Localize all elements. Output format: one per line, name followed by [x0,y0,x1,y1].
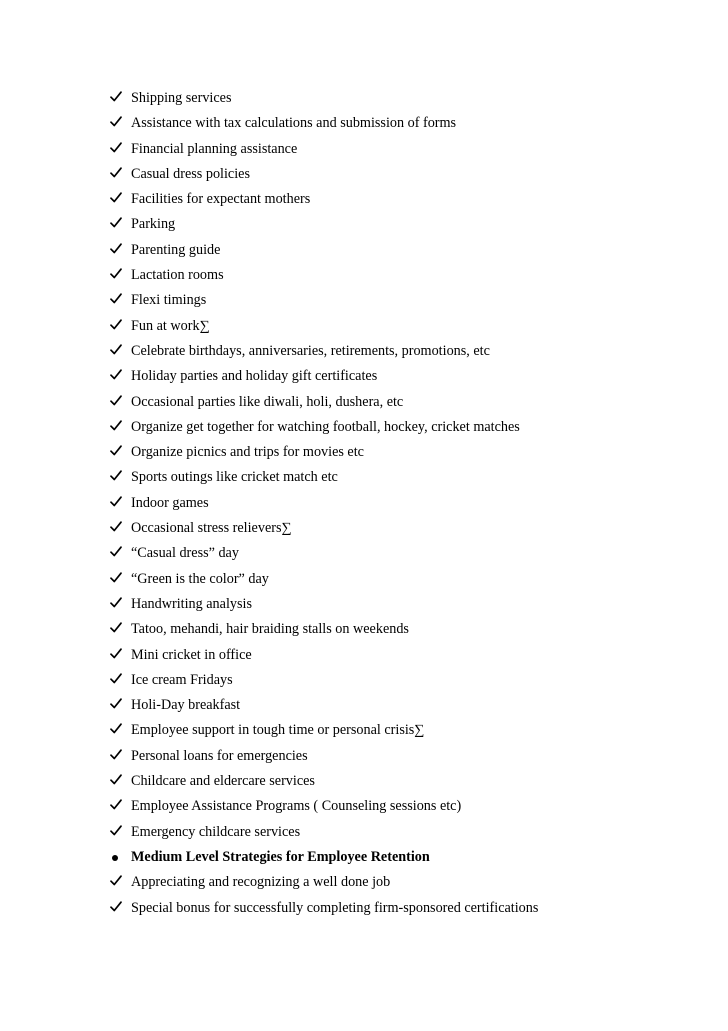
checkmark-icon [110,369,122,380]
checkmark-marker [110,896,131,921]
list-item [110,111,710,136]
list-item-text: Parenting guide [131,241,221,258]
list-item-text: Employee support in tough time or personal crisis∑ [131,722,425,739]
list-item-text: Medium Level Strategies for Employee Retention [131,848,430,865]
checkmark-marker [110,364,131,389]
list-item-text: Handwriting analysis [131,595,252,612]
checkmark-marker [110,415,131,440]
list-item [110,567,710,592]
checkmark-icon [110,698,122,709]
list-item [110,86,710,111]
checkmark-icon [110,496,122,507]
list-item-text: Emergency childcare services [131,823,301,840]
bullet-icon [112,855,118,861]
checkmark-icon [110,597,122,608]
checkmark-marker [110,111,131,136]
list-item [110,339,710,364]
list-item-text: Childcare and eldercare services [131,773,315,790]
checkmark-marker [110,820,131,845]
list-item-text: Holi-Day breakfast [131,697,241,714]
checkmark-icon [110,142,122,153]
checkmark-icon [110,723,122,734]
list-item-text: Ice cream Fridays [131,671,233,688]
checkmark-marker [110,617,131,642]
list-item-text: Occasional parties like diwali, holi, dushera, etc [131,393,404,410]
checkmark-marker [110,187,131,212]
list-item [110,465,710,490]
list-item-text: Assistance with tax calculations and submission of forms [131,115,457,132]
checkmark-marker [110,137,131,162]
list-item [110,137,710,162]
checkmark-icon [110,395,122,406]
list-item-text: Holiday parties and holiday gift certificates [131,368,378,385]
list-item-text: Personal loans for emergencies [131,747,308,764]
list-item-text: Flexi timings [131,292,207,309]
checkmark-marker [110,288,131,313]
list-item-text: Organize get together for watching football, hockey, cricket matches [131,418,520,435]
checkmark-icon [110,799,122,810]
checkmark-marker [110,212,131,237]
list-item-text: Tatoo, mehandi, hair braiding stalls on weekends [131,621,409,638]
list-item [110,491,710,516]
list-item-text: Facilities for expectant mothers [131,191,311,208]
checkmark-icon [110,673,122,684]
list-item [110,820,710,845]
checkmark-marker [110,238,131,263]
list-item-text: Organize picnics and trips for movies etc [131,444,364,461]
list-item [110,541,710,566]
checkmark-icon [110,319,122,330]
checkmark-icon [110,546,122,557]
list-item [110,440,710,465]
checkmark-icon [110,243,122,254]
list-item [110,744,710,769]
checkmark-marker [110,491,131,516]
checkmark-icon [110,167,122,178]
checkmark-marker [110,162,131,187]
checkmark-marker [110,794,131,819]
list-item-text: Fun at work∑ [131,317,210,334]
checkmark-icon [110,217,122,228]
checkmark-icon [110,116,122,127]
list-item-text: Lactation rooms [131,267,224,284]
list-item-text: Financial planning assistance [131,140,298,157]
list-item [110,415,710,440]
checkmark-marker [110,769,131,794]
checkmark-icon [110,825,122,836]
list-item-text: Shipping services [131,90,232,106]
checkmark-marker [110,718,131,743]
list-item [110,390,710,415]
checkmark-marker [110,339,131,364]
list-item [110,364,710,389]
list-item [110,212,710,237]
checkmark-marker [110,870,131,895]
checkmark-icon [110,344,122,355]
checkmark-icon [110,445,122,456]
list-item [110,516,710,541]
checkmark-icon [110,420,122,431]
checkmark-marker [110,440,131,465]
checkmark-icon [110,572,122,583]
checkmark-marker [110,314,131,339]
checkmark-icon [110,268,122,279]
bullet-marker [110,845,131,870]
checkmark-icon [110,648,122,659]
list-item-text: Celebrate birthdays, anniversaries, retirements, promotions, etc [131,342,490,359]
checkmark-marker [110,541,131,566]
checkmark-icon [110,774,122,785]
list-item [110,314,710,339]
checkmark-marker [110,592,131,617]
list-item-text: Parking [131,216,176,233]
list-item [110,896,710,921]
checkmark-marker [110,668,131,693]
retention-strategy-list [110,86,710,921]
checkmark-marker [110,693,131,718]
list-item-text: Indoor games [131,494,209,511]
list-item-text: Special bonus for successfully completing firm-sponsored certifications [131,899,539,916]
list-item-text: Appreciating and recognizing a well done job [131,874,391,891]
checkmark-icon [110,521,122,532]
list-item-text: Mini cricket in office [131,646,252,663]
list-item-text: Employee Assistance Programs ( Counseling sessions etc) [131,798,462,815]
checkmark-icon [110,91,122,102]
list-item [110,870,710,895]
section-heading [110,845,710,870]
checkmark-icon [110,875,122,886]
list-item [110,187,710,212]
list-item [110,718,710,743]
list-item [110,693,710,718]
checkmark-marker [110,744,131,769]
list-item-text: Occasional stress relievers∑ [131,520,292,537]
list-item [110,162,710,187]
list-item [110,643,710,668]
checkmark-marker [110,86,131,111]
list-item-text: Sports outings like cricket match etc [131,469,338,486]
checkmark-marker [110,643,131,668]
checkmark-icon [110,192,122,203]
list-item [110,592,710,617]
list-item [110,238,710,263]
checkmark-icon [110,749,122,760]
checkmark-marker [110,390,131,415]
list-item [110,263,710,288]
checkmark-icon [110,293,122,304]
checkmark-icon [110,901,122,912]
list-item-text: Casual dress policies [131,165,250,182]
checkmark-marker [110,465,131,490]
list-item-text: “Green is the color” day [131,570,269,587]
checkmark-marker [110,516,131,541]
list-item [110,668,710,693]
checkmark-icon [110,470,122,481]
checkmark-marker [110,567,131,592]
checkmark-marker [110,263,131,288]
list-item [110,794,710,819]
list-item-text: “Casual dress” day [131,545,239,562]
list-item [110,769,710,794]
checkmark-icon [110,622,122,633]
list-item [110,288,710,313]
list-item [110,617,710,642]
